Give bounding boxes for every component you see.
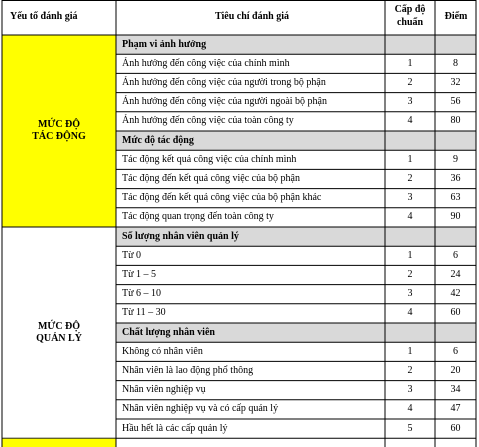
group-label-2: QUẢN LÝ — [36, 332, 82, 344]
level-cell: 3 — [407, 384, 413, 396]
level-cell: 2 — [407, 268, 413, 280]
criterion-cell: Từ 6 – 10 — [122, 288, 162, 300]
header-factor: Yếu tố đánh giá — [10, 11, 78, 22]
criterion-cell: Ảnh hưởng đến công việc của người ngoài bộ phận — [122, 96, 327, 108]
group-label-2: TÁC ĐỘNG — [32, 131, 86, 142]
criterion-cell: Tác động quan trọng đến toàn công ty — [122, 211, 274, 223]
score-cell: 60 — [450, 307, 461, 319]
subgroup-title: Số lượng nhân viên quản lý — [122, 230, 239, 242]
header-level: Cấp độ — [394, 4, 426, 15]
score-cell: 6 — [453, 249, 458, 261]
criterion-cell: Nhân viên nghiệp vụ — [122, 384, 206, 396]
level-cell: 3 — [407, 288, 413, 300]
score-cell: 42 — [450, 288, 461, 300]
score-cell: 20 — [450, 364, 461, 376]
score-cell: 36 — [450, 172, 461, 184]
level-cell: 4 — [407, 115, 413, 127]
subgroup-title: Phạm vi ảnh hưởng — [122, 38, 207, 50]
group-label: MỨC ĐỘ — [37, 119, 81, 130]
criterion-cell: Từ 1 – 5 — [122, 268, 157, 280]
level-cell: 2 — [407, 76, 413, 88]
score-cell: 90 — [450, 211, 461, 223]
score-cell: 47 — [450, 403, 461, 415]
level-cell: 3 — [407, 192, 413, 204]
header-criteria: Tiêu chí đánh giá — [214, 11, 290, 22]
level-cell: 1 — [407, 57, 413, 69]
group-label: MỨC ĐỘ — [37, 320, 81, 332]
criterion-cell: Tác động đến kết quả công việc của bộ phận khác — [122, 192, 322, 204]
criterion-cell: Ảnh hưởng đến công việc của chính mình — [122, 57, 290, 69]
next-group-highlight — [3, 439, 116, 447]
level-cell: 3 — [407, 96, 413, 108]
criterion-cell: Hầu hết là các cấp quản lý — [122, 422, 228, 434]
level-cell: 2 — [407, 172, 413, 184]
criterion-cell: Từ 0 — [122, 249, 142, 261]
level-cell: 2 — [407, 364, 413, 376]
level-cell: 1 — [407, 345, 413, 357]
score-cell: 34 — [450, 384, 461, 396]
score-cell: 56 — [450, 96, 461, 108]
criterion-cell: Tác động kết quả công việc của chính mình — [122, 153, 297, 165]
score-cell: 24 — [450, 268, 461, 280]
score-cell: 32 — [450, 76, 461, 88]
criterion-cell: Ảnh hưởng đến công việc của người trong bộ phận — [122, 76, 326, 88]
score-cell: 63 — [450, 192, 461, 204]
level-cell: 1 — [407, 153, 413, 165]
subgroup-title: Mức độ tác động — [122, 134, 194, 146]
score-cell: 80 — [450, 115, 461, 127]
level-cell: 1 — [407, 249, 413, 261]
score-cell: 9 — [453, 153, 458, 165]
criterion-cell: Nhân viên nghiệp vụ và có cấp quản lý — [122, 403, 279, 415]
score-cell: 6 — [453, 345, 458, 357]
criterion-cell: Từ 11 – 30 — [122, 307, 166, 319]
score-cell: 8 — [453, 57, 458, 69]
criterion-cell: Tác động đến kết quả công việc của bộ phận — [122, 172, 300, 184]
level-cell: 4 — [407, 211, 413, 223]
criterion-cell: Ảnh hưởng đến công việc của toàn công ty — [122, 115, 294, 127]
level-cell: 5 — [407, 422, 413, 434]
subgroup-title: Chất lượng nhân viên — [122, 326, 215, 338]
header-level-2: chuẩn — [396, 17, 424, 28]
header-score: Điểm — [444, 11, 468, 22]
criterion-cell: Không có nhân viên — [122, 345, 203, 357]
score-cell: 60 — [450, 422, 461, 434]
criterion-cell: Nhân viên là lao động phổ thông — [122, 364, 254, 376]
level-cell: 4 — [407, 307, 413, 319]
level-cell: 4 — [407, 403, 413, 415]
